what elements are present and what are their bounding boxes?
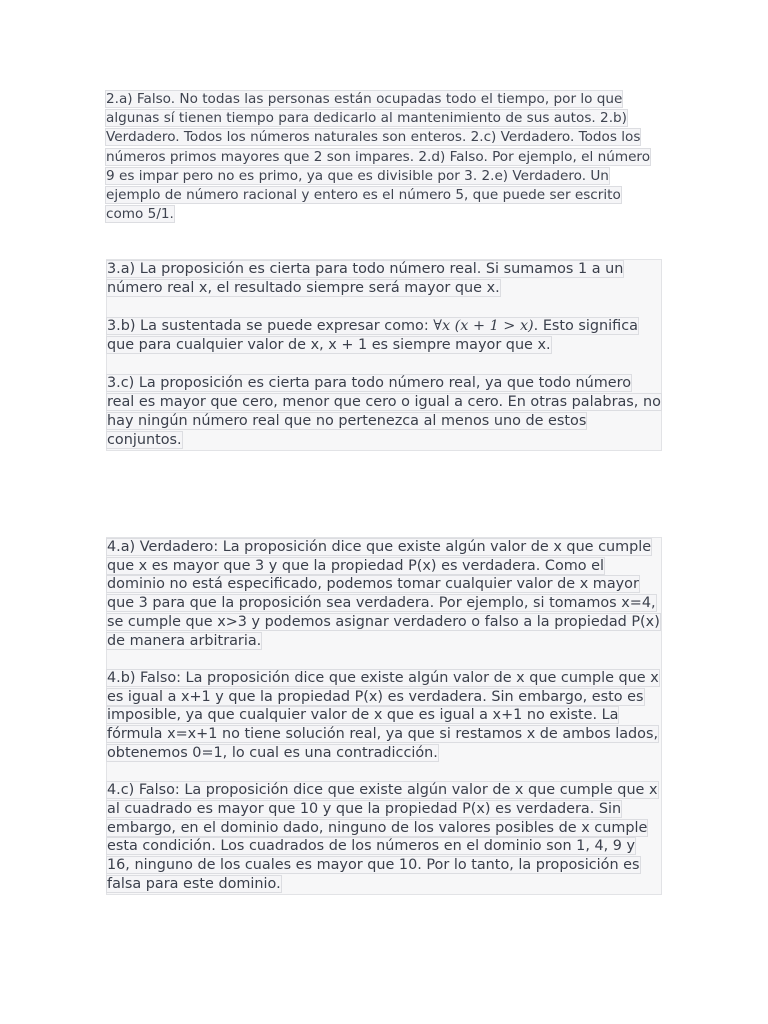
answer-4a	[107, 538, 661, 650]
answer-4a-text: 4.a) Verdadero: La proposición dice que existe algún valor de x que cumple que x es mayor que 3 y que la propiedad P(x) es verdadera. Como el dominio no está especificado, podemos tomar cualquier valor de x mayor que 3 para que la proposición sea verdadera. Por ejemplo, si tomamos x=4, se cumple que x>3 y podemos asignar verdadero o falso a la propiedad P(x) de manera arbitraria.	[107, 539, 660, 649]
answer-4c	[107, 781, 661, 893]
section-4-answers	[106, 537, 662, 895]
answer-4c-text: 4.c) Falso: La proposición dice que existe algún valor de x que cumple que x al cuadrado es mayor que 10 y que la propiedad P(x) es verdadera. Sin embargo, en el dominio dado, ninguno de los valores posibles de x cumple esta condición. Los cuadrados de los números en el dominio son 1, 4, 9 y 16, ninguno de los cuales es mayor que 10. Por lo tanto, la proposición es falsa para este dominio.	[107, 782, 658, 892]
answer-3b-text	[107, 318, 638, 353]
answer-4b-text: 4.b) Falso: La proposición dice que existe algún valor de x que cumple que x es igual a x+1 y que la propiedad P(x) es verdadera. Sin embargo, esto es imposible, ya que cualquier valor de x que es igual a x+1 no existe. La fórmula x=x+1 no tiene solución real, ya que si restamos x de ambos lados, obtenemos 0=1, lo cual es una contradicción.	[107, 669, 659, 761]
answer-3b-formula: ∀x (x + 1 > x)	[433, 318, 534, 334]
section-2-answers	[106, 90, 662, 224]
section-2-paragraph	[106, 90, 662, 224]
answer-3a-text: 3.a) La proposición es cierta para todo número real. Si sumamos 1 a un número real x, el resultado siempre será mayor que x.	[107, 261, 624, 296]
answer-3c	[107, 374, 661, 450]
answer-3b	[107, 317, 661, 355]
answer-3b-prefix: 3.b) La sustentada se puede expresar como:	[107, 318, 434, 334]
section-3-answers	[106, 259, 662, 451]
answer-3a	[107, 260, 661, 298]
answer-4b	[107, 669, 661, 763]
section-2-text: 2.a) Falso. No todas las personas están ocupadas todo el tiempo, por lo que algunas sí tienen tiempo para dedicarlo al mantenimiento de sus autos. 2.b) Verdadero. Todos los números naturales son enteros. 2.c) Verdadero. Todos los números primos mayores que 2 son impares. 2.d) Falso. Por ejemplo, el número 9 es impar pero no es primo, ya que es divisible por 3. 2.e) Verdadero. Un ejemplo de número racional y entero es el número 5, que puede ser escrito como 5/1.	[106, 91, 651, 223]
answer-3b-suffix: . Esto significa que para cualquier valor de x, x + 1 es siempre mayor que x.	[107, 318, 638, 353]
answer-3c-text: 3.c) La proposición es cierta para todo número real, ya que todo número real es mayor que cero, menor que cero o igual a cero. En otras palabras, no hay ningún número real que no pertenezca al menos uno de estos conjuntos.	[107, 375, 661, 448]
